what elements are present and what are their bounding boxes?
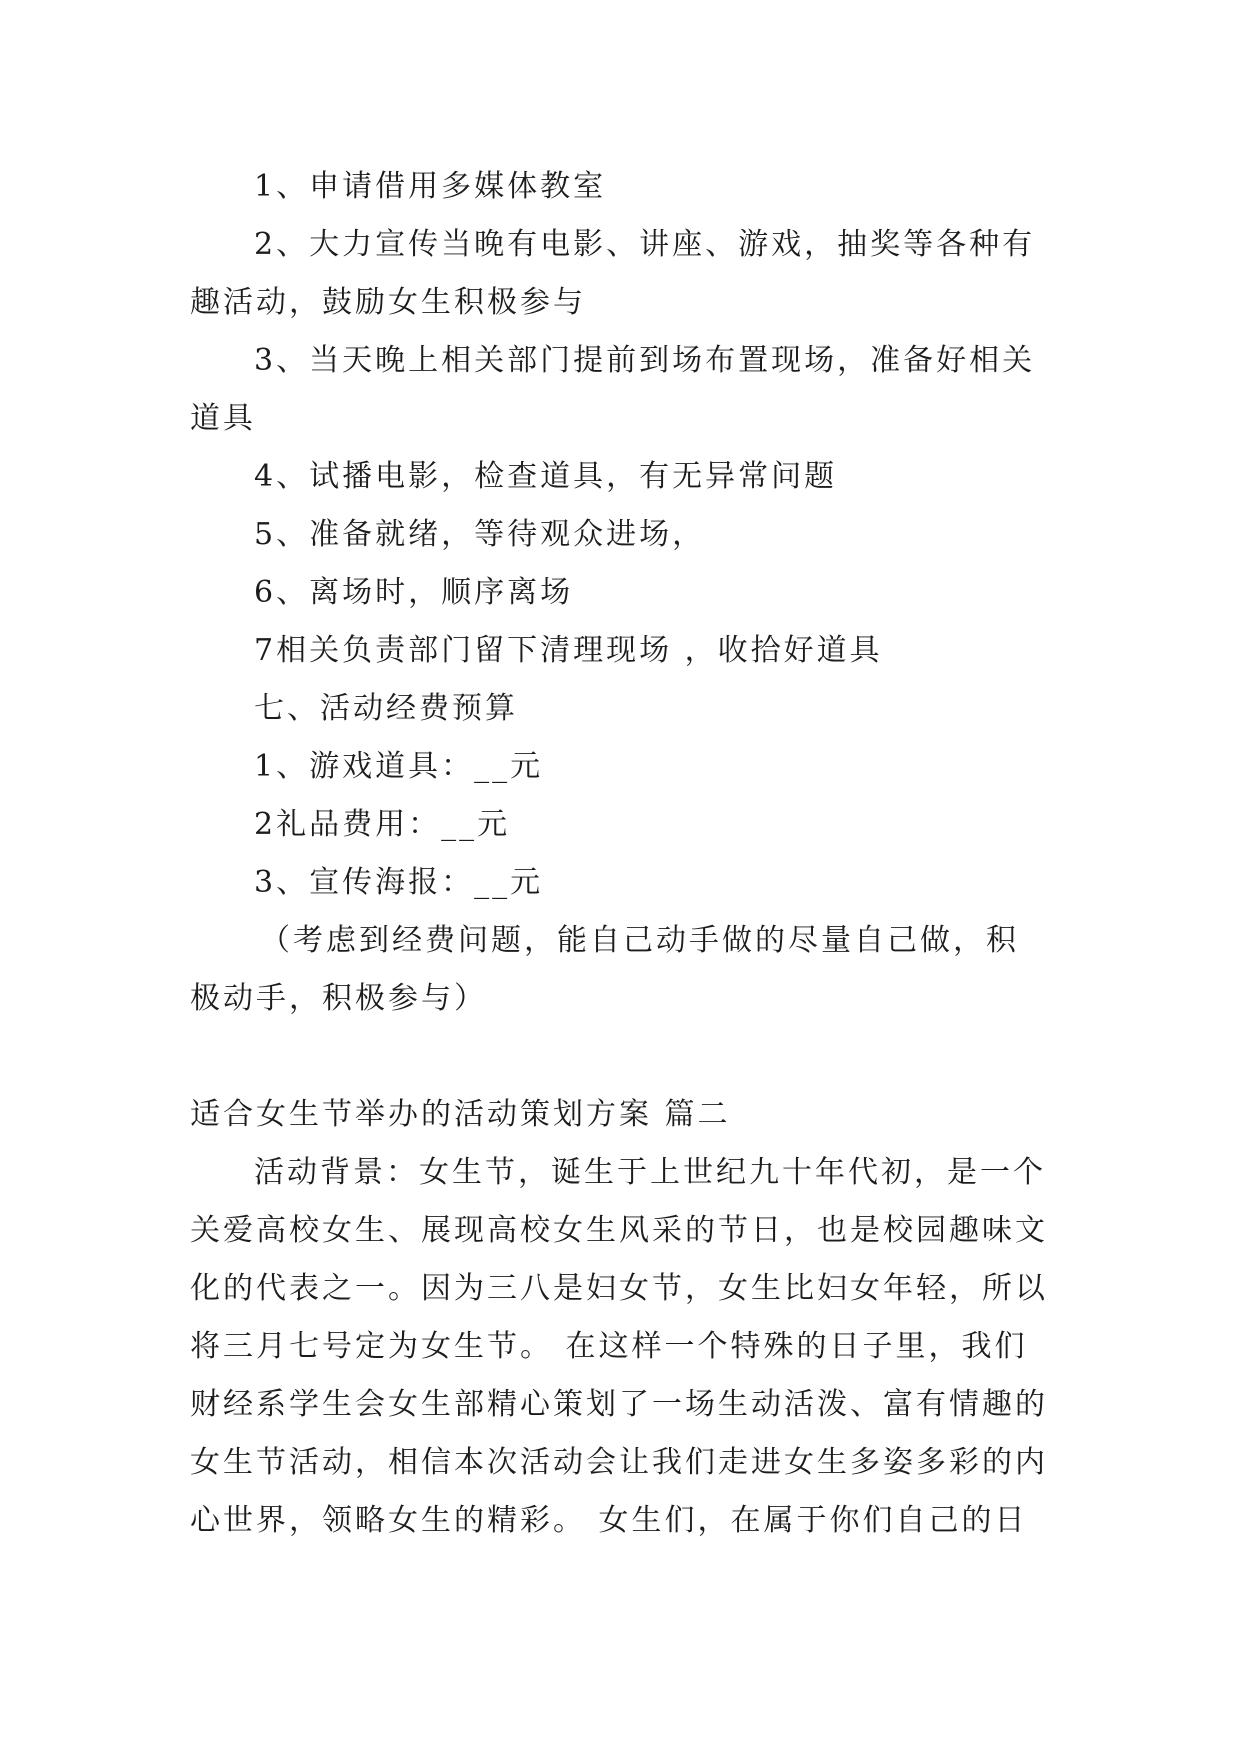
document-body (190, 158, 1050, 1550)
step-item: 1、申请借用多媒体教室 (254, 169, 607, 204)
budget-note: （考虑到经费问题，能自己动手做的尽量自己做，积极动手，积极参与） (190, 923, 1019, 1016)
step-item: 5、准备就绪，等待观众进场， (254, 517, 706, 552)
step-item: 2、大力宣传当晚有电影、讲座、游戏，抽奖等各种有趣活动，鼓励女生积极参与 (190, 227, 1036, 320)
step-item: 4、试播电影，检查道具，有无异常问题 (254, 459, 838, 494)
step-item: 3、当天晚上相关部门提前到场布置现场，准备好相关道具 (190, 343, 1036, 436)
budget-item: 2礼品费用：__元 (254, 807, 511, 842)
background-paragraph: 活动背景：女生节，诞生于上世纪九十年代初，是一个关爱高校女生、展现高校女生风采的节日，也是校园趣味文化的代表之一。因为三八是妇女节，女生比妇女年轻，所以将三月七号定为女生节。 在这样一个特殊的日子里，我们财经系学生会女生部精心策划了一场生动活泼、富有情趣的女生节活动，相信本次活动会让我们走进女生多姿多彩的内心世界，领略女生的精彩。 女生们，在属于你们自己的日 (190, 1155, 1048, 1538)
budget-item: 3、宣传海报：__元 (254, 865, 544, 900)
section-title: 适合女生节举办的活动策划方案 篇二 (190, 1097, 731, 1132)
step-item: 7相关负责部门留下清理现场 ，收拾好道具 (254, 633, 883, 668)
step-item: 6、离场时，顺序离场 (254, 575, 574, 610)
budget-item: 1、游戏道具：__元 (254, 749, 544, 784)
budget-title: 七、活动经费预算 (254, 691, 518, 726)
